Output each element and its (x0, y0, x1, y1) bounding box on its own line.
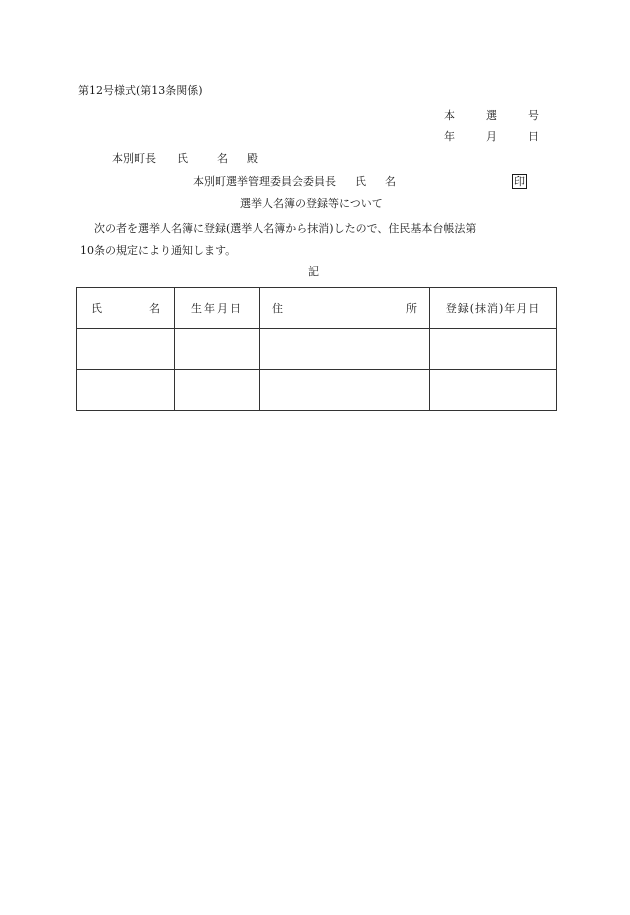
document-body (80, 218, 560, 262)
header-name-part: 氏 (91, 302, 102, 315)
cell-registration-date (430, 329, 557, 370)
header-name-part: 名 (149, 302, 160, 315)
cell-address (260, 370, 430, 411)
date-line-part: 年 (444, 130, 455, 143)
sender-surname-label: 氏 (355, 175, 366, 188)
document-number-line (444, 110, 539, 121)
registration-table (76, 287, 557, 411)
addressee-line (112, 153, 258, 164)
sender-title: 本別町選挙管理委員会委員長 (193, 175, 336, 188)
document-subject: 選挙人名簿の登録等について (240, 197, 383, 210)
header-address-part: 所 (406, 302, 417, 315)
cell-name (77, 370, 175, 411)
cell-registration-date (430, 370, 557, 411)
number-line-part: 本 (444, 109, 455, 122)
table-row (77, 329, 557, 370)
header-birthdate: 生年月日 (175, 288, 260, 329)
table-header-row (77, 288, 557, 329)
number-line-part: 選 (486, 109, 497, 122)
header-name (77, 288, 175, 329)
document-date-line (444, 131, 539, 142)
addressee-title: 本別町長 (112, 152, 156, 165)
header-registration-date: 登録(抹消)年月日 (430, 288, 557, 329)
date-line-part: 月 (486, 130, 497, 143)
addressee-surname-label: 氏 (177, 152, 188, 165)
sender-name-label: 名 (385, 175, 396, 188)
sender-line (193, 176, 396, 187)
body-line: 10条の規定により通知します。 (80, 244, 237, 257)
cell-address (260, 329, 430, 370)
number-line-part: 号 (528, 109, 539, 122)
cell-name (77, 329, 175, 370)
cell-birthdate (175, 329, 260, 370)
body-line: 次の者を選挙人名簿に登録(選挙人名簿から抹消)したので、住民基本台帳法第 (94, 222, 477, 235)
header-address-part: 住 (272, 302, 283, 315)
header-address (260, 288, 430, 329)
addressee-honorific: 殿 (247, 152, 258, 165)
form-title: 第12号様式(第13条関係) (78, 84, 203, 97)
seal-stamp-box: 印 (514, 175, 525, 188)
cell-birthdate (175, 370, 260, 411)
table-row (77, 370, 557, 411)
addressee-name-label: 名 (217, 152, 228, 165)
ki-notation: 記 (308, 265, 319, 278)
date-line-part: 日 (528, 130, 539, 143)
